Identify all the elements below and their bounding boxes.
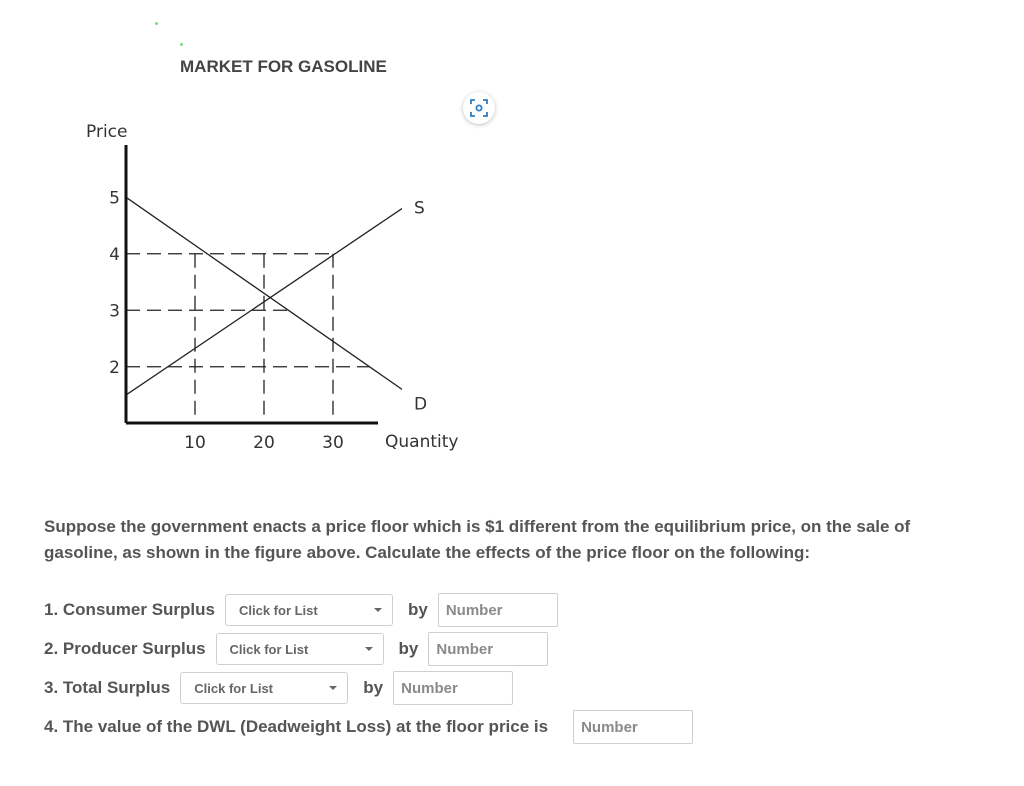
x-tick-label: 20 <box>253 433 275 453</box>
supply-label: S <box>414 198 425 219</box>
y-tick-label: 5 <box>109 188 120 209</box>
total-surplus-input[interactable] <box>393 671 513 705</box>
y-tick-label: 3 <box>109 301 120 322</box>
question-label: 4. The value of the DWL (Deadweight Loss) at the floor price is <box>44 717 549 736</box>
demand-label: D <box>414 394 428 415</box>
producer-surplus-select[interactable] <box>216 633 384 665</box>
by-label: by <box>398 639 419 658</box>
x-axis-label: Quantity <box>385 432 459 452</box>
question-prompt: Suppose the government enacts a price floor which is $1 different from the equilibrium price, on the sale of gasoline, as shown in the figure above. Calculate the effects of the price floor on the following: <box>44 517 911 562</box>
chart-title: MARKET FOR GASOLINE <box>180 57 387 76</box>
x-tick-label: 10 <box>184 433 206 453</box>
y-tick-label: 4 <box>109 244 120 265</box>
consumer-surplus-select[interactable] <box>225 594 393 626</box>
y-tick-label: 2 <box>109 357 120 378</box>
select-text: Click for List <box>229 641 309 657</box>
select-text: Click for List <box>238 602 318 618</box>
dwl-input[interactable] <box>573 710 693 744</box>
question-label: 3. Total Surplus <box>44 678 171 697</box>
by-label: by <box>363 678 384 697</box>
x-tick-label: 30 <box>322 433 344 453</box>
chevron-down-icon <box>365 647 373 651</box>
chevron-down-icon <box>329 686 337 690</box>
select-text: Click for List <box>194 680 274 696</box>
y-axis-label: Price <box>86 122 128 142</box>
producer-surplus-input[interactable] <box>428 632 548 666</box>
chevron-down-icon <box>374 608 382 612</box>
question-total-surplus <box>44 671 513 705</box>
question-producer-surplus <box>44 632 548 666</box>
question-label: 1. Consumer Surplus <box>44 600 215 619</box>
total-surplus-select[interactable] <box>180 672 348 704</box>
by-label: by <box>407 600 428 619</box>
question-label: 2. Producer Surplus <box>44 639 206 658</box>
question-dwl <box>44 710 693 744</box>
market-chart <box>0 0 520 470</box>
consumer-surplus-input[interactable] <box>438 593 558 627</box>
question-consumer-surplus <box>44 593 558 627</box>
